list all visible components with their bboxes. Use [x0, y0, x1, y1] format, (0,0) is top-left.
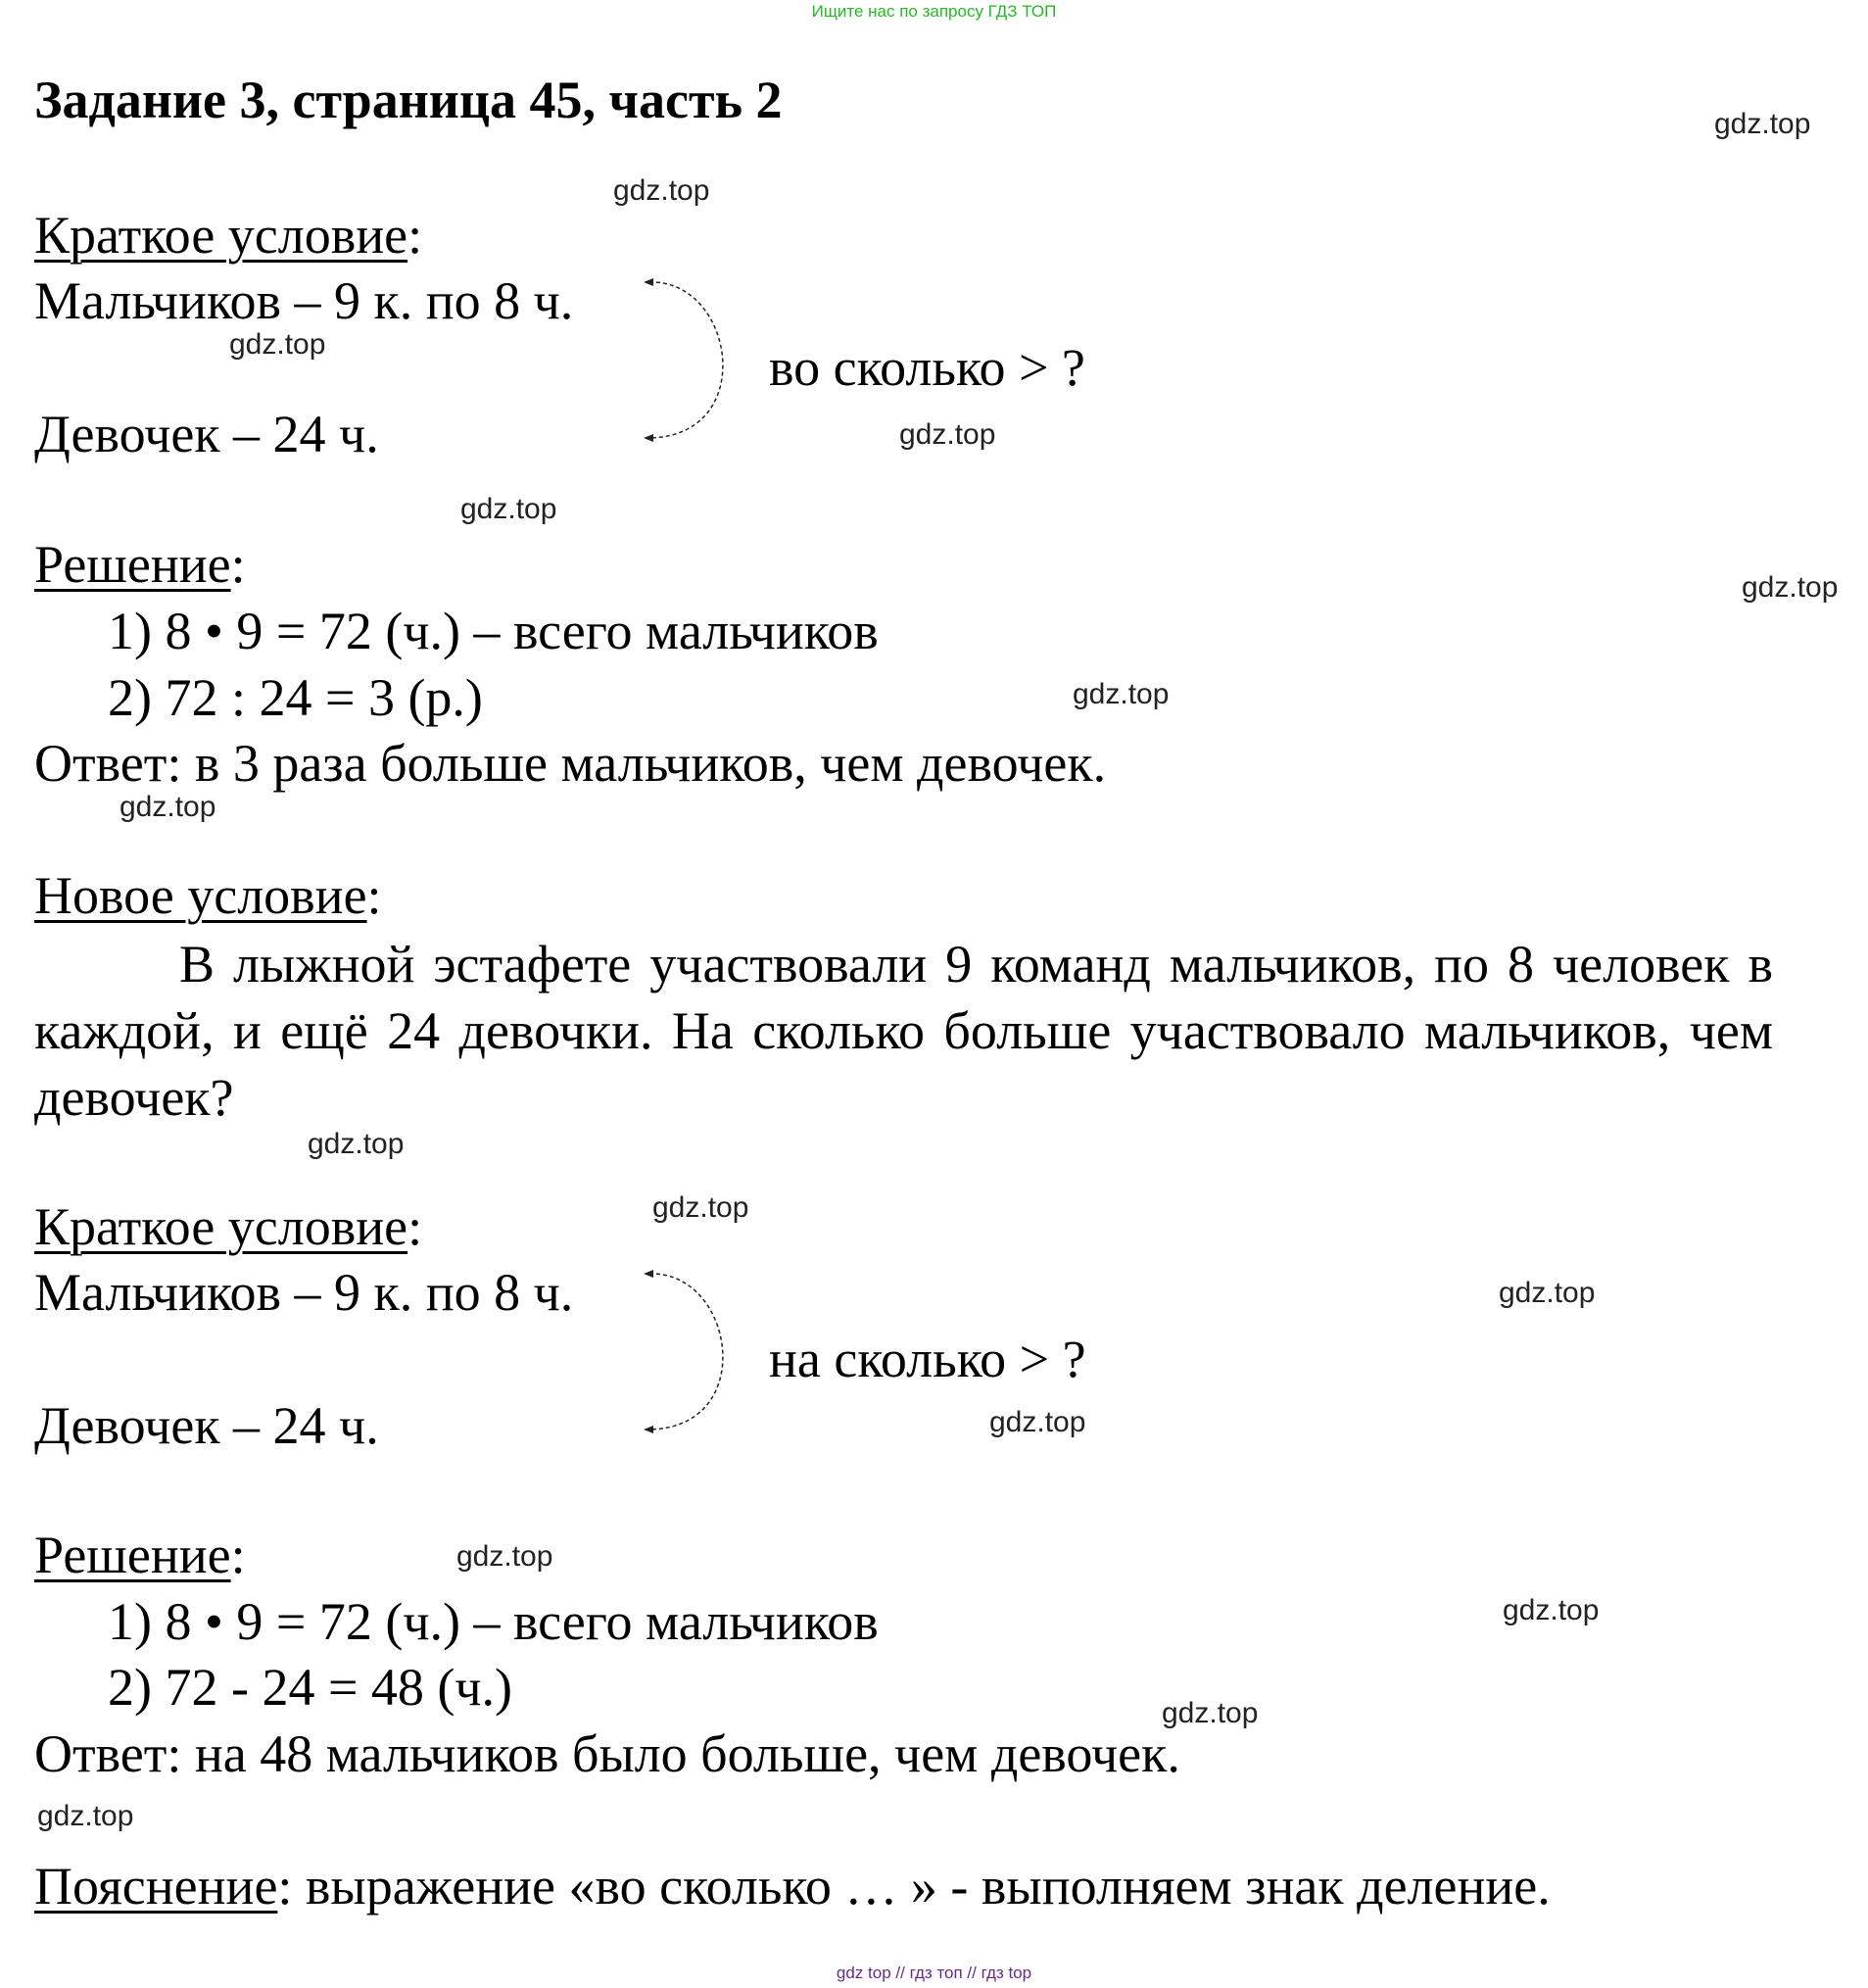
question-2: на сколько > ? [769, 1330, 1086, 1388]
girls-line-1: Девочек – 24 ч. [34, 405, 379, 463]
watermark: gdz.top [1714, 108, 1811, 140]
solution-heading-text: Решение [34, 1526, 231, 1584]
page-title: Задание 3, страница 45, часть 2 [34, 71, 783, 129]
watermark: gdz.top [1162, 1697, 1259, 1729]
comparison-arrow-2 [642, 1266, 740, 1437]
watermark: gdz.top [652, 1191, 749, 1224]
new-condition-heading-text: Новое условие [34, 866, 367, 925]
heading-colon: : [230, 1526, 246, 1584]
girls-line-2: Девочек – 24 ч. [34, 1396, 379, 1455]
new-condition-heading [34, 864, 382, 928]
solution-step-1-1: 1) 8 • 9 = 72 (ч.) – всего мальчиков [108, 602, 879, 660]
heading-colon: : [366, 866, 382, 925]
new-condition-text: В лыжной эстафете участвовали 9 команд мальчиков, по 8 человек в каждой, и ещё 24 девочки. На сколько больше участвовало мальчиков, чем девочек? [34, 935, 1773, 1127]
heading-colon: : [230, 535, 246, 594]
answer-1: Ответ: в 3 раза больше мальчиков, чем девочек. [34, 734, 1107, 793]
condition-heading-text: Краткое условие [34, 1197, 408, 1256]
heading-colon: : [407, 206, 423, 265]
watermark: gdz.top [989, 1406, 1086, 1438]
condition-heading-1 [34, 204, 422, 267]
watermark: gdz.top [1742, 571, 1839, 604]
watermark: gdz.top [229, 328, 326, 361]
solution-step-2-2: 2) 72 - 24 = 48 (ч.) [108, 1658, 513, 1717]
bottom-banner[interactable]: gdz top // гдз топ // гдз top [836, 1964, 1032, 1982]
condition-heading-text: Краткое условие [34, 206, 408, 265]
question-1: во сколько > ? [769, 338, 1085, 397]
solution-step-2-1: 1) 8 • 9 = 72 (ч.) – всего мальчиков [108, 1592, 879, 1651]
watermark: gdz.top [613, 174, 710, 207]
watermark: gdz.top [37, 1800, 134, 1832]
comparison-arrow-1 [642, 274, 740, 446]
watermark: gdz.top [308, 1128, 405, 1160]
explanation [34, 1855, 1551, 1918]
watermark: gdz.top [460, 493, 557, 525]
heading-colon: : [407, 1197, 423, 1256]
watermark: gdz.top [120, 791, 216, 823]
watermark: gdz.top [1073, 678, 1170, 710]
top-banner[interactable]: Ищите нас по запросу ГДЗ ТОП [811, 2, 1057, 21]
solution-heading-text: Решение [34, 535, 231, 594]
solution-step-1-2: 2) 72 : 24 = 3 (р.) [108, 668, 483, 727]
explanation-text: : выражение «во сколько … » - выполняем знак деление. [277, 1857, 1551, 1915]
watermark: gdz.top [1499, 1277, 1596, 1309]
watermark: gdz.top [456, 1540, 553, 1573]
watermark: gdz.top [1503, 1594, 1600, 1626]
answer-2: Ответ: на 48 мальчиков было больше, чем девочек. [34, 1724, 1180, 1783]
condition-heading-2 [34, 1195, 422, 1259]
solution-heading-2 [34, 1524, 246, 1587]
solution-heading-1 [34, 533, 246, 597]
boys-line-1: Мальчиков – 9 к. по 8 ч. [34, 271, 574, 330]
explanation-label: Пояснение [34, 1857, 278, 1915]
watermark: gdz.top [899, 418, 996, 451]
boys-line-2: Мальчиков – 9 к. по 8 ч. [34, 1263, 574, 1322]
